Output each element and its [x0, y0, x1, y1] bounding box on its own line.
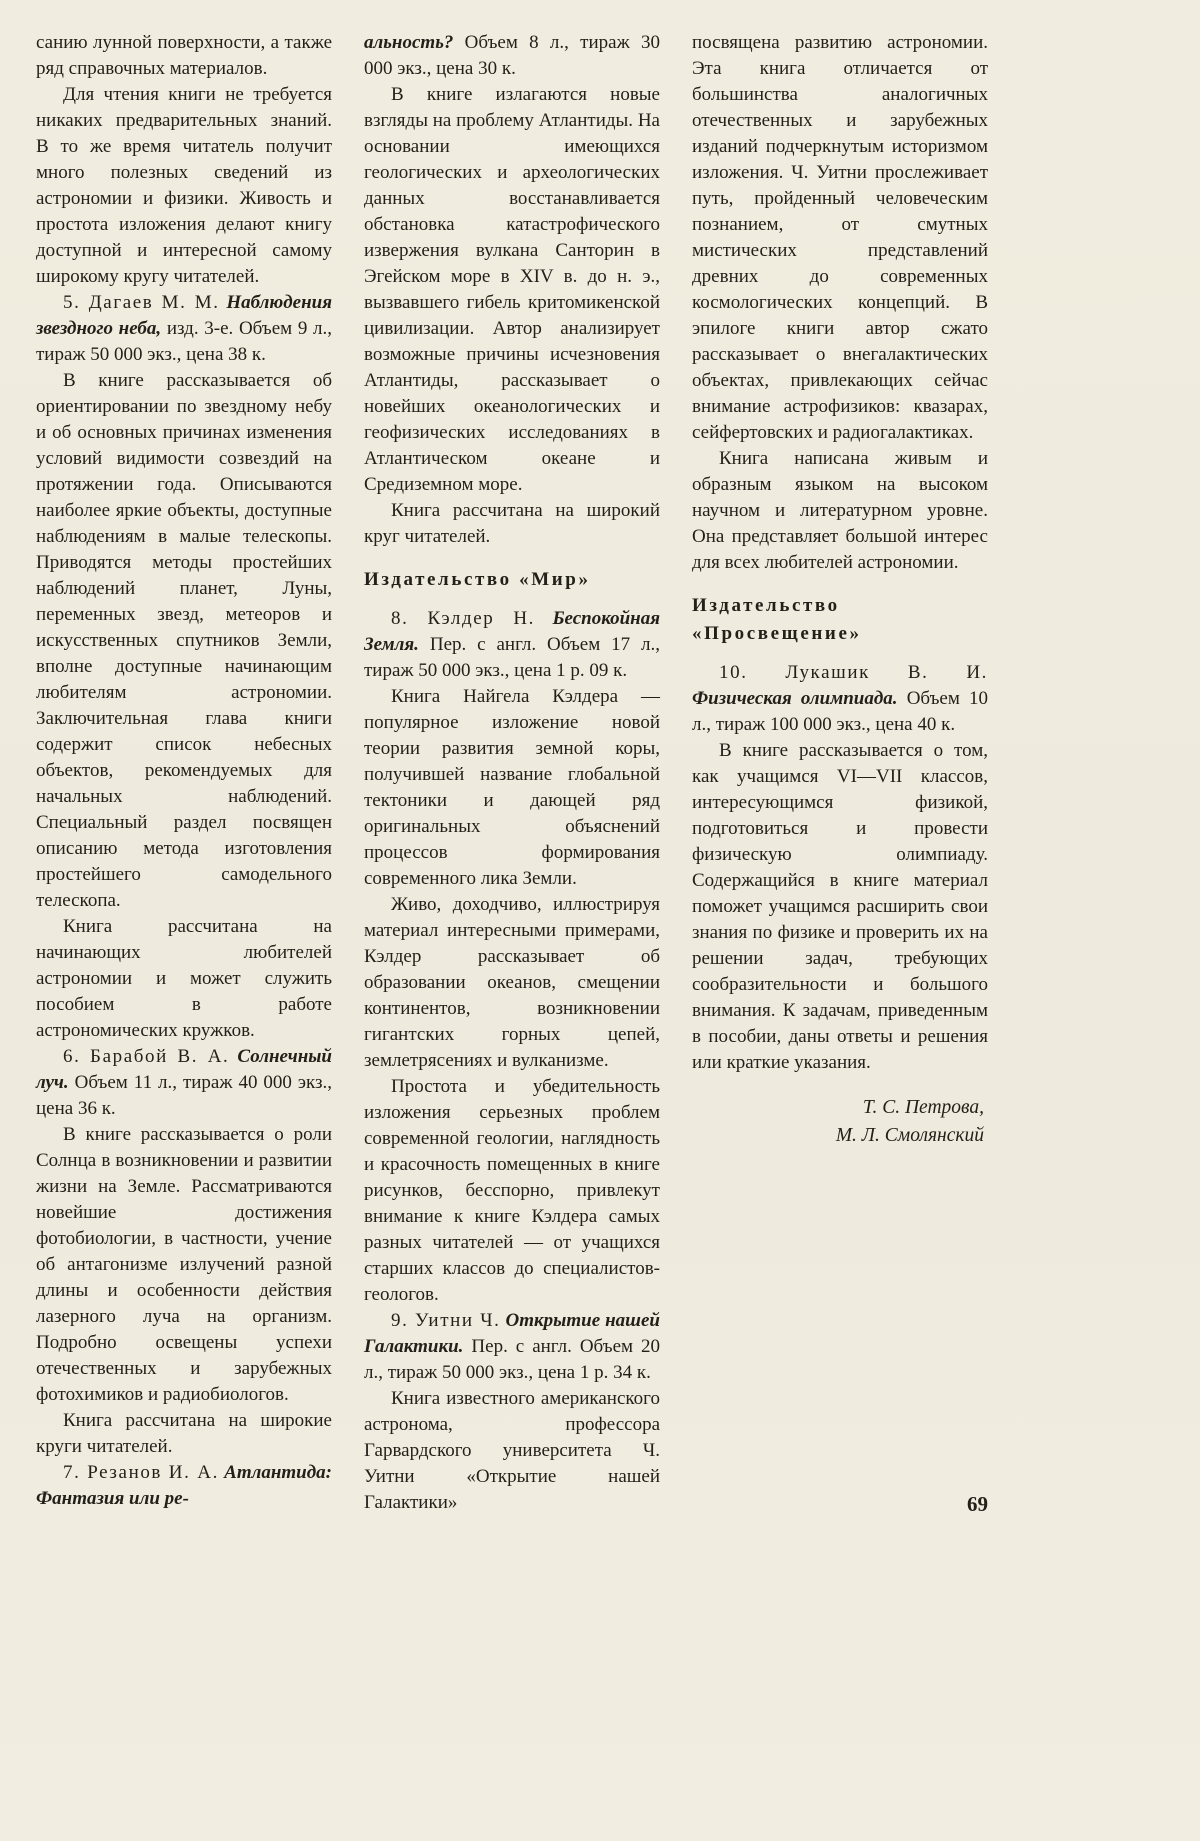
paragraph: Книга Найгела Кэлдера — популярное изложение новой теории развития земной коры, получившей название глобальной тектоники и дающей ряд оригинальных объяснений процессов формирования современного лика Земли. — [364, 686, 660, 889]
paragraph: Книга рассчитана на широкий круг читателей. — [364, 500, 660, 547]
paragraph: Книга рассчитана на широкие круги читателей. — [36, 1410, 332, 1457]
paragraph: В книге рассказывается о том, как учащимся VI—VII классов, интересующимся физикой, подготовиться и провести физическую олимпиаду. Содержащийся в книге материал поможет учащимся расширить свои знания по физике и проверить их на решении задач, требующих сообразительности и большого внимания. К задачам, приведенным в пособии, даны ответы и решения или краткие указания. — [692, 740, 988, 1073]
paragraph-continuation: санию лунной поверхности, а также ряд справочных материалов. — [36, 32, 332, 79]
entry-number-author: 8. Кэлдер Н. — [391, 608, 536, 629]
book-entry — [692, 660, 988, 738]
paragraph: В книге излагаются новые взгляды на проблему Атлантиды. На основании имеющихся геологических и археологических данных восстанавливается обстановка катастрофического извержения вулкана Санторин в Эгейском море в XIV в. до н. э., вызвавшего гибель критомикенской цивилизации. Автор анализирует возможные причины исчезновения Атлантиды, рассказывает о новейших океанологических и геофизических исследованиях в Атлантическом океане и Средиземном море. — [364, 84, 660, 495]
book-title: Открытие нашей Галактики. — [364, 1310, 660, 1357]
paragraph: Книга известного американского астронома, профессора Гарвардского университета Ч. Уитни «Открытие нашей Галактики» — [364, 1388, 660, 1513]
entry-number-author: 10. Лукашик В. И. — [719, 662, 988, 683]
book-entry — [364, 1308, 660, 1386]
entry-details: Объем 11 л., тираж 40 000 экз., цена 36 к. — [36, 1072, 333, 1119]
entry-details: изд. 3-е. Объем 9 л., тираж 50 000 экз., цена 38 к. — [36, 318, 333, 365]
book-title: Физическая олимпиада. — [692, 688, 898, 709]
publisher-heading: Издательство «Мир» — [364, 569, 591, 590]
paragraph: Простота и убедительность изложения серьезных проблем современной геологии, наглядность и красочность помещенных в книге рисунков, бесспорно, привлекут внимание к книге Кэлдера самых разных читателей — от учащихся старших классов до специалистов-геологов. — [364, 1076, 660, 1305]
entry-details: Объем 10 л., тираж 100 000 экз., цена 40 к. — [692, 688, 989, 735]
column-1 — [36, 30, 332, 1516]
paragraph-continuation: посвящена развитию астрономии. Эта книга отличается от большинства аналогичных отечественных и зарубежных изданий подчеркнутым историзмом изложения. Ч. Уитни прослеживает путь, пройденный человеческим познанием, от смутных мистических представлений древних до современных космологических концепций. В эпилоге книги автор сжато рассказывает о внегалактических объектах, привлекающих сейчас внимание астрофизиков: квазарах, сейфертовских и радиогалактиках. — [692, 32, 988, 443]
paragraph: Для чтения книги не требуется никаких предварительных знаний. В то же время читатель получит много полезных сведений из астрономии и физики. Живость и простота изложения делают книгу доступной и интересной самому широкому кругу читателей. — [36, 84, 332, 287]
book-title: Солнечный луч. — [36, 1046, 332, 1093]
column-2 — [364, 30, 660, 1516]
column-3 — [692, 30, 988, 1516]
paragraph: В книге рассказывается об ориентировании по звездному небу и об основных причинах изменения условий видимости созвездий на протяжении года. Описываются наиболее яркие объекты, доступные наблюдениям в малые телескопы. Приводятся методы простейших наблюдений планет, Луны, переменных звезд, метеоров и искусственных спутников Земли, вполне доступные начинающим любителям астрономии. Заключительная глава книги содержит список небесных объектов, рекомендуемых для начальных наблюдений. Специальный раздел посвящен описанию метода изготовления простейшего самодельного телескопа. — [36, 370, 332, 911]
publisher-heading: Издательство «Просвещение» — [692, 595, 862, 644]
book-entry — [36, 290, 332, 368]
book-entry — [36, 1044, 332, 1122]
paragraph: В книге рассказывается о роли Солнца в возникновении и развитии жизни на Земле. Рассматриваются новейшие достижения фотобиологии, в частности, учение об антагонизме излучений разной длины и особенности действия лазерного луча на организм. Подробно освещены успехи отечественных и зарубежных фотохимиков и радиобиологов. — [36, 1124, 332, 1405]
authors-signature — [692, 1094, 988, 1150]
entry-number-author: 6. Барабой В. А. — [63, 1046, 230, 1067]
paragraph-continuation — [364, 30, 660, 82]
signature-line: Т. С. Петрова, — [862, 1097, 984, 1118]
paragraph-text: Объем 8 л., тираж 30 000 экз., цена 30 к. — [364, 32, 660, 79]
paragraph: Книга написана живым и образным языком на высоком научном и литературном уровне. Она представляет большой интерес для всех любителей астрономии. — [692, 448, 988, 573]
page-number: 69 — [967, 1492, 988, 1516]
text-columns — [36, 30, 988, 1516]
book-title: Атлантида: Фантазия или ре- — [36, 1462, 332, 1509]
paragraph: Книга рассчитана на начинающих любителей астрономии и может служить пособием в работе астрономических кружков. — [36, 916, 332, 1041]
book-title: Наблюдения звездного неба, — [36, 292, 333, 339]
book-title-continued: альность? — [364, 32, 454, 53]
book-title: Беспокойная Земля. — [364, 608, 660, 655]
entry-details: Пер. с англ. Объем 20 л., тираж 50 000 экз., цена 1 р. 34 к. — [364, 1336, 661, 1383]
entry-number-author: 7. Резанов И. А. — [63, 1462, 219, 1483]
entry-details: Пер. с англ. Объем 17 л., тираж 50 000 экз., цена 1 р. 09 к. — [364, 634, 660, 681]
entry-number-author: 5. Дагаев М. М. — [63, 292, 220, 313]
paragraph: Живо, доходчиво, иллюстрируя материал интересными примерами, Кэлдер рассказывает об образовании океанов, смещении континентов, возникновении гигантских горных цепей, землетрясениях и вулканизме. — [364, 894, 660, 1071]
signature-line: М. Л. Смолянский — [835, 1125, 984, 1146]
book-entry — [364, 606, 660, 684]
entry-number-author: 9. Уитни Ч. — [391, 1310, 501, 1331]
